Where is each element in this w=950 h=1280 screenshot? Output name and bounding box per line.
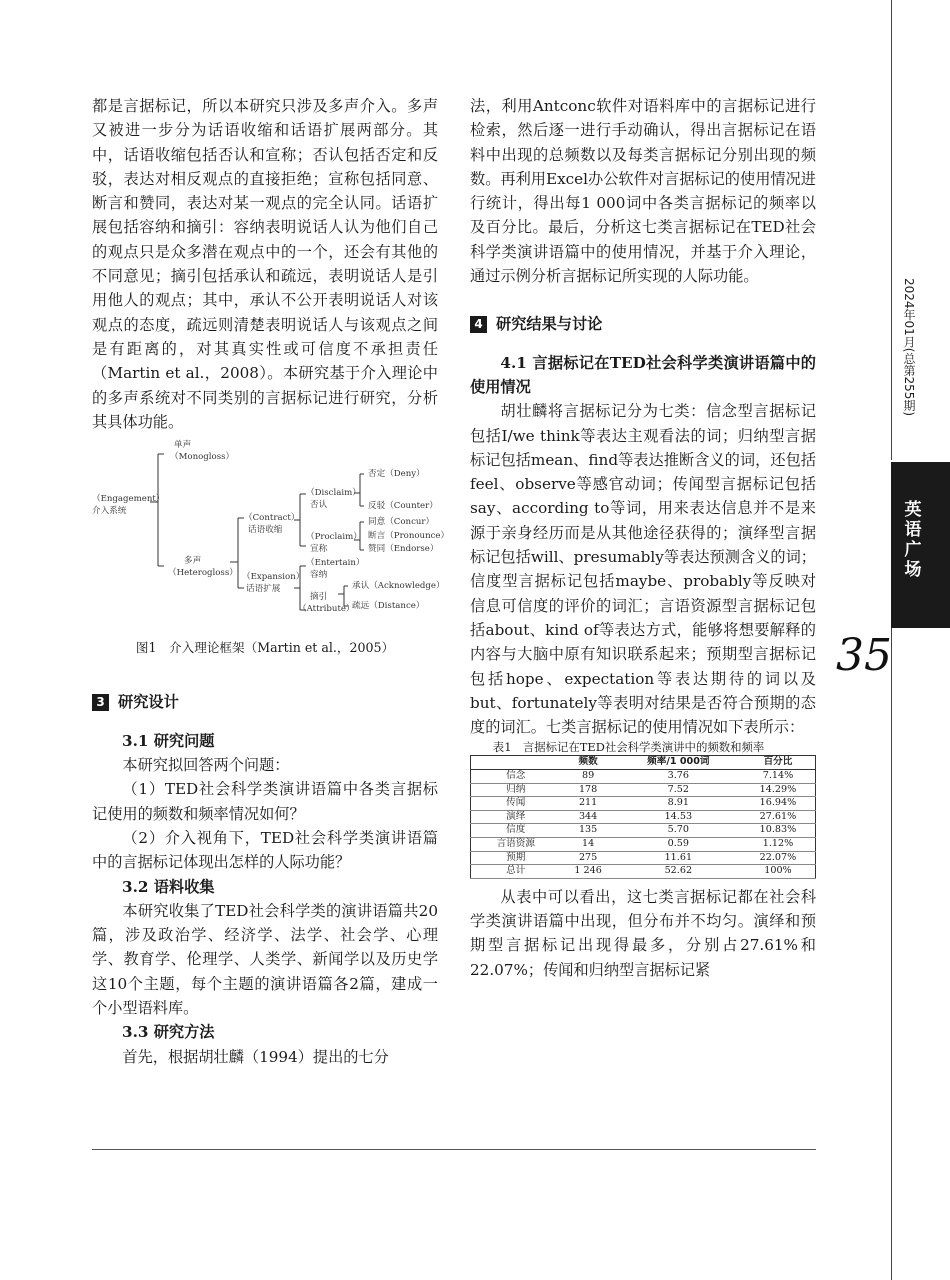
page-number: 35 (836, 630, 892, 681)
table-cell: 135 (561, 824, 616, 838)
bottom-rule (92, 1149, 816, 1150)
after-table-paragraph: 从表中可以看出，这七类言据标记都在社会科学类演讲语篇中出现，但分布并不均匀。演绎和预期型言据标记出现得最多，分别占27.61%和22.07%；传闻和归纳型言据标记紧 (470, 887, 816, 979)
table-cell: 275 (561, 851, 616, 865)
table-cell: 5.70 (616, 824, 741, 838)
table-cell: 22.07% (741, 851, 816, 865)
sidebar-rule-bottom (891, 628, 892, 1280)
table-cell: 16.94% (741, 797, 816, 811)
section-3-heading (92, 690, 438, 714)
subsection-3-1-p1: 本研究拟回答两个问题： (122, 756, 290, 775)
table-cell: 传闻 (471, 797, 561, 811)
continued-paragraph: 法，利用Antconc软件对语料库中的言据标记进行检索，然后逐一进行手动确认，得出言据标记在语料中出现的总频数以及每类言据标记分别出现的频数。再利用Excel办公软件对言据标记的使用情况进行统计，得出每1 000词中各类言据标记的频率以及百分比。最后，分析这七类言据标记在TED社会科学类演讲语篇中的使用情况，并基于介入理论，通过示例分析言据标记所实现的人际功能。 (470, 97, 816, 286)
right-column (470, 94, 816, 982)
section-3-number: 3 (92, 694, 109, 711)
left-column (92, 94, 450, 1069)
section-4-title: 研究结果与讨论 (496, 315, 603, 334)
section-3-title: 研究设计 (118, 693, 179, 712)
subsection-4-1-p1: 胡壮麟将言据标记分为七类：信念型言据标记包括I/we think等表达主观看法的词；归纳型言据标记包括mean、find等表达推断含义的词，还包括feel、observe等感官动词；传闻型言据标记包括say、according to等词，用来表达信息并不是来源于亲身经历而是从其他途径获得的；演绎型言据标记包括will、presumably等表达预测含义的词；信度型言据标记包括maybe、probably等反映对信息可信度的评价的词汇；言语资源型言据标记包括about、kind of等表达方式，能够将想要解释的内容与大脑中原有知识联系起来；预期型言据标记包括hope、expectation等表达期待的词以及but、fortunately等表明对结果是否符合预期的态度的词汇。七类言据标记的使用情况如下表所示： (470, 402, 816, 737)
table-row (471, 837, 816, 851)
table-cell: 1.12% (741, 837, 816, 851)
node-heterogloss-en: （Heterogloss） (168, 568, 238, 579)
node-disclaim-zh: 否认 (310, 500, 328, 511)
table-row (471, 810, 816, 824)
section-4-number: 4 (470, 316, 487, 333)
node-distance: 疏远（Distance） (352, 601, 425, 612)
node-contract-zh: 话语收缩 (248, 525, 283, 536)
table-header-cell (471, 756, 561, 770)
node-monogloss-en: （Monogloss） (170, 452, 235, 463)
node-proclaim-zh: 宣称 (310, 544, 328, 555)
node-expansion-en: （Expansion） (242, 572, 305, 583)
engagement-framework-figure (92, 438, 450, 636)
table-cell: 14.53 (616, 810, 741, 824)
table-cell: 信度 (471, 824, 561, 838)
intro-paragraph: 都是言据标记，所以本研究只涉及多声介入。多声又被进一步分为话语收缩和话语扩展两部分。其中，话语收缩包括否认和宣称；否认包括否定和反驳，表达对相反观点的直接拒绝；宣称包括同意、断言和赞同，表达对某一观点的完全认同。话语扩展包括容纳和摘引：容纳表明说话人认为他们自己的观点只是众多潜在观点中的一个，还会有其他的不同意见；摘引包括承认和疏远，表明说话人是引用他人的观点；其中，承认不公开表明说话人对该观点的态度，疏远则清楚表明说话人与该观点之间是有距离的，对其真实性或可信度不承担责任（Martin et al.，2008）。本研究基于介入理论中的多声系统对不同类别的言据标记进行研究，分析其具体功能。 (92, 97, 438, 431)
table-header-cell: 频率/1 000词 (616, 756, 741, 770)
table-cell: 27.61% (741, 810, 816, 824)
node-proclaim-en: （Proclaim） (306, 532, 362, 543)
node-deny: 否定（Deny） (368, 469, 425, 480)
table-cell: 100% (741, 865, 816, 879)
table-cell: 归纳 (471, 783, 561, 797)
node-engagement-zh: 介入系统 (92, 506, 127, 517)
node-heterogloss-zh: 多声 (184, 556, 202, 567)
table-cell: 7.52 (616, 783, 741, 797)
table-cell: 1 246 (561, 865, 616, 879)
subsection-3-3-p1: 首先，根据胡壮麟（1994）提出的七分 (122, 1047, 389, 1066)
node-contract-en: （Contract） (244, 513, 300, 524)
table-cell: 211 (561, 797, 616, 811)
table-cell: 3.76 (616, 770, 741, 784)
table-cell: 演绎 (471, 810, 561, 824)
subsection-3-3-title: 3.3 研究方法 (122, 1023, 215, 1042)
table-cell: 344 (561, 810, 616, 824)
table-cell: 7.14% (741, 770, 816, 784)
subsection-4-1-title: 4.1 言据标记在TED社会科学类演讲语篇中的使用情况 (470, 353, 816, 396)
table-row (471, 824, 816, 838)
table-cell: 8.91 (616, 797, 741, 811)
table-cell: 预期 (471, 851, 561, 865)
node-acknowledge: 承认（Acknowledge） (352, 581, 445, 592)
table-cell: 14 (561, 837, 616, 851)
table-cell: 0.59 (616, 837, 741, 851)
table-cell: 14.29% (741, 783, 816, 797)
node-pronounce: 断言（Pronounce） (368, 531, 450, 542)
journal-name: 英语广场 (904, 500, 922, 580)
table-header-cell: 频数 (561, 756, 616, 770)
figure-caption: 图1 介入理论框架（Martin et al.，2005） (135, 640, 395, 656)
node-monogloss-zh: 单声 (174, 440, 192, 451)
table-caption: 表1 言据标记在TED社会科学类演讲中的频数和频率 (492, 740, 765, 755)
node-concur: 同意（Concur） (368, 517, 435, 528)
table-cell: 总计 (471, 865, 561, 879)
table-cell: 178 (561, 783, 616, 797)
evidentiality-frequency-table (470, 755, 816, 878)
table-row (471, 797, 816, 811)
node-entertain-en: （Entertain） (306, 558, 365, 569)
table-row (471, 770, 816, 784)
node-disclaim-en: （Disclaim） (306, 488, 361, 499)
subsection-3-1-p3: （2）介入视角下，TED社会科学类演讲语篇中的言据标记体现出怎样的人际功能？ (92, 828, 438, 872)
section-4-heading (470, 312, 816, 336)
table-header-row (471, 756, 816, 770)
node-engagement-en: （Engagement） (92, 494, 165, 505)
node-attribute-en: （Attribute） (298, 604, 355, 615)
table-row (471, 783, 816, 797)
table-cell: 信念 (471, 770, 561, 784)
subsection-3-2-p1: 本研究收集了TED社会科学类的演讲语篇共20篇，涉及政治学、经济学、法学、社会学、心理学、教育学、伦理学、人类学、新闻学以及历史学这10个主题，每个主题的演讲语篇各2篇，建成一个小型语料库。 (92, 901, 438, 1018)
table-cell: 89 (561, 770, 616, 784)
sidebar-rule-top (891, 0, 892, 460)
node-entertain-zh: 容纳 (310, 570, 328, 581)
table-cell: 52.62 (616, 865, 741, 879)
table-cell: 言语资源 (471, 837, 561, 851)
node-endorse: 赞同（Endorse） (368, 544, 439, 555)
table-row (471, 865, 816, 879)
table-cell: 10.83% (741, 824, 816, 838)
subsection-3-2-title: 3.2 语料收集 (122, 877, 215, 896)
issue-label: 2024年01月(总第255期) (902, 278, 916, 417)
node-attribute-zh: 摘引 (310, 592, 328, 603)
subsection-3-1-p2: （1）TED社会科学类演讲语篇中各类言据标记使用的频数和频率情况如何？ (92, 780, 438, 823)
node-counter: 反驳（Counter） (368, 501, 438, 512)
table-row (471, 851, 816, 865)
node-expansion-zh: 话语扩展 (246, 584, 281, 595)
table-cell: 11.61 (616, 851, 741, 865)
subsection-3-1-title: 3.1 研究问题 (122, 731, 215, 750)
table-header-cell: 百分比 (741, 756, 816, 770)
